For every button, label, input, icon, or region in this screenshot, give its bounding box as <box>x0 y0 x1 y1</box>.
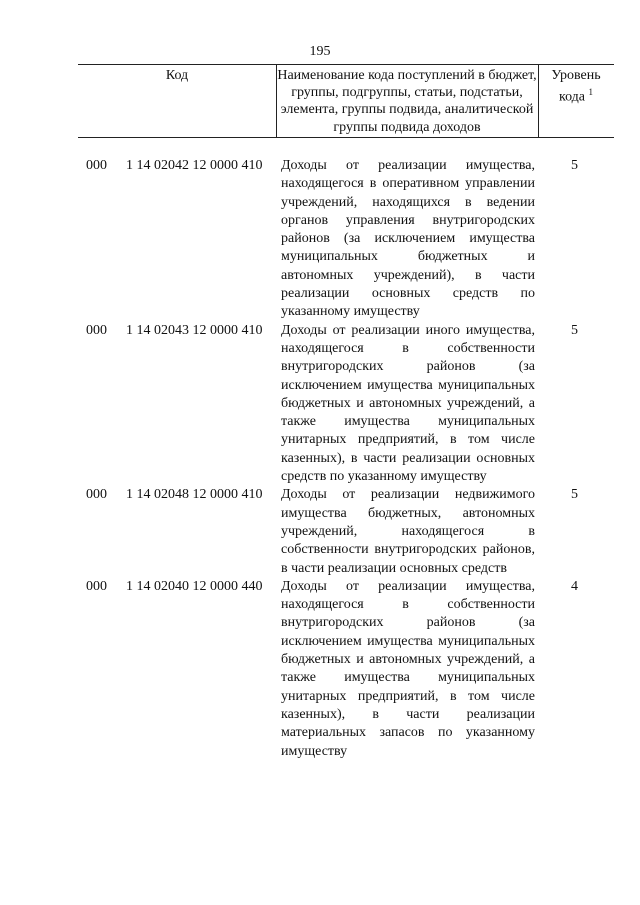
row-name: Доходы от реализации имущества, находящегося в собственности внутригородских районов (за исключением имущества муниципальных бюджетных и автономных учреждений, а также имущества муниципальных унитарных предприятий, в том числе казенных), в части реализации материальных запасов по указанному имуществу <box>281 578 535 759</box>
page-number: 195 <box>309 44 331 59</box>
row-level: 5 <box>571 158 578 173</box>
header-name: Наименование кода поступлений в бюджет, группы, подгруппы, статьи, подстатьи, элемента, группы подвида, аналитической группы подвида доходов <box>277 68 537 135</box>
row-code: 1 14 02043 12 0000 410 <box>126 322 263 338</box>
header-level-footnote: 1 <box>588 87 594 98</box>
row-prefix: 000 <box>86 578 107 594</box>
row-code: 1 14 02040 12 0000 440 <box>126 578 263 594</box>
row-name: Доходы от реализации недвижимого имущества бюджетных, автономных учреждений, находящегося в собственности внутригородских районов, в части реализации основных средств <box>281 487 535 576</box>
header-code: Код <box>165 68 189 83</box>
row-prefix: 000 <box>86 322 107 338</box>
row-code: 1 14 02048 12 0000 410 <box>126 487 263 503</box>
header-level <box>538 67 614 106</box>
row-level: 4 <box>571 578 578 594</box>
table-row <box>86 578 614 761</box>
header-level-label: Уровень кода <box>551 68 601 105</box>
table-row <box>86 322 614 487</box>
row-name: Доходы от реализации имущества, находящегося в оперативном управлении учреждений, находящихся в ведении органов управления внутригородских районов (за исключением имущества муниципальных бюджетных и автономных учреждений), в части реализации основных средств по указанному имуществу <box>281 158 535 320</box>
table-body <box>86 157 614 761</box>
row-prefix: 000 <box>86 158 107 173</box>
row-code: 1 14 02042 12 0000 410 <box>126 158 263 173</box>
table-header <box>78 64 614 138</box>
table-row <box>86 486 614 577</box>
row-name: Доходы от реализации иного имущества, находящегося в собственности внутригородских районов (за исключением имущества муниципальных бюджетных и автономных учреждений, а также имущества муниципальных унитарных предприятий, в том числе казенных), в части реализации основных средств по указанному имуществу <box>281 322 535 485</box>
row-level: 5 <box>571 487 578 503</box>
row-level: 5 <box>571 322 578 338</box>
row-prefix: 000 <box>86 487 107 503</box>
table-row <box>86 157 614 322</box>
